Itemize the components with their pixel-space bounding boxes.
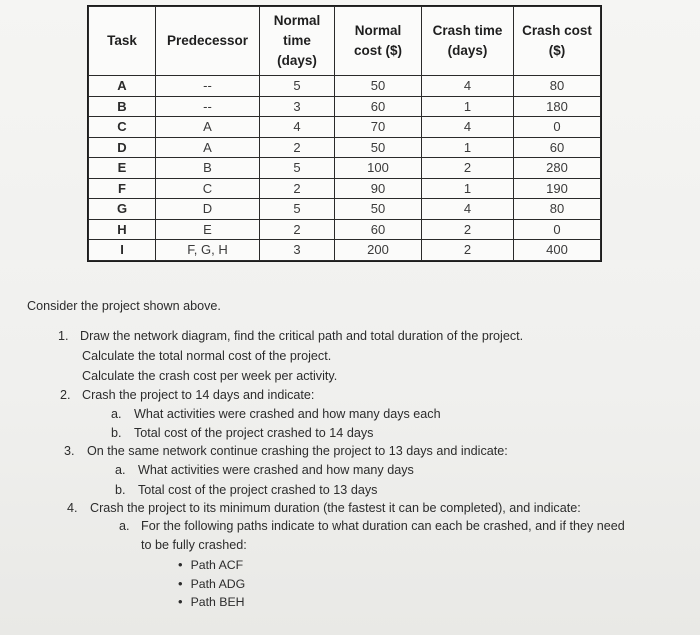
question-2a-text: What activities were crashed and how many days each bbox=[134, 407, 441, 421]
table-row bbox=[89, 178, 601, 199]
cell-normal-time: 3 bbox=[260, 240, 335, 261]
question-4-text: Crash the project to its minimum duration (the fastest it can be completed), and indicate: bbox=[90, 501, 581, 515]
cell-crash-cost: 80 bbox=[514, 199, 601, 220]
cell-task: H bbox=[89, 219, 156, 240]
cell-predecessor: -- bbox=[156, 96, 260, 117]
question-3a-text: What activities were crashed and how many days bbox=[138, 463, 414, 477]
question-4a-line-1: For the following paths indicate to what duration can each be crashed, and if they need bbox=[141, 519, 625, 533]
cell-normal-time: 4 bbox=[260, 117, 335, 138]
question-3-number: 3. bbox=[64, 444, 75, 458]
cell-normal-cost: 70 bbox=[335, 117, 422, 138]
list-item: • Path ADG bbox=[178, 576, 245, 591]
cell-normal-time: 5 bbox=[260, 76, 335, 97]
table-row bbox=[89, 96, 601, 117]
header-normal-time: Normal time (days) bbox=[260, 7, 335, 76]
question-3a-letter: a. bbox=[115, 463, 126, 477]
list-item: • Path ACF bbox=[178, 557, 243, 572]
cell-normal-cost: 90 bbox=[335, 178, 422, 199]
cell-normal-cost: 60 bbox=[335, 96, 422, 117]
cell-predecessor: D bbox=[156, 199, 260, 220]
table-row bbox=[89, 219, 601, 240]
cell-crash-cost: 60 bbox=[514, 137, 601, 158]
cell-task: I bbox=[89, 240, 156, 261]
question-4a-letter: a. bbox=[119, 519, 130, 533]
question-2-number: 2. bbox=[60, 388, 71, 402]
cell-crash-time: 2 bbox=[422, 219, 514, 240]
question-3-text: On the same network continue crashing the project to 13 days and indicate: bbox=[87, 444, 508, 458]
cell-predecessor: F, G, H bbox=[156, 240, 260, 261]
cell-crash-cost: 280 bbox=[514, 158, 601, 179]
cell-crash-cost: 190 bbox=[514, 178, 601, 199]
table-row bbox=[89, 76, 601, 97]
question-4a-line-2: to be fully crashed: bbox=[141, 538, 247, 552]
cell-normal-time: 2 bbox=[260, 219, 335, 240]
cell-crash-time: 1 bbox=[422, 178, 514, 199]
cell-normal-cost: 50 bbox=[335, 137, 422, 158]
cell-normal-time: 2 bbox=[260, 137, 335, 158]
table-row bbox=[89, 137, 601, 158]
table-row bbox=[89, 240, 601, 261]
question-1-line-2: Calculate the total normal cost of the project. bbox=[82, 349, 332, 363]
cell-normal-cost: 200 bbox=[335, 240, 422, 261]
question-2b-letter: b. bbox=[111, 426, 122, 440]
cell-task: E bbox=[89, 158, 156, 179]
cell-crash-time: 4 bbox=[422, 117, 514, 138]
project-table bbox=[88, 6, 601, 261]
cell-crash-time: 1 bbox=[422, 137, 514, 158]
cell-crash-time: 2 bbox=[422, 158, 514, 179]
cell-task: F bbox=[89, 178, 156, 199]
question-2b-text: Total cost of the project crashed to 14 days bbox=[134, 426, 374, 440]
cell-normal-time: 5 bbox=[260, 199, 335, 220]
cell-normal-time: 2 bbox=[260, 178, 335, 199]
cell-normal-cost: 50 bbox=[335, 76, 422, 97]
cell-task: A bbox=[89, 76, 156, 97]
cell-task: G bbox=[89, 199, 156, 220]
cell-normal-cost: 50 bbox=[335, 199, 422, 220]
header-crash-cost: Crash cost ($) bbox=[514, 7, 601, 76]
cell-predecessor: -- bbox=[156, 76, 260, 97]
cell-crash-time: 1 bbox=[422, 96, 514, 117]
table-row bbox=[89, 158, 601, 179]
cell-task: C bbox=[89, 117, 156, 138]
cell-crash-time: 4 bbox=[422, 199, 514, 220]
cell-normal-cost: 60 bbox=[335, 219, 422, 240]
header-crash-time: Crash time (days) bbox=[422, 7, 514, 76]
cell-normal-cost: 100 bbox=[335, 158, 422, 179]
cell-predecessor: E bbox=[156, 219, 260, 240]
list-item: • Path BEH bbox=[178, 594, 245, 609]
cell-crash-time: 2 bbox=[422, 240, 514, 261]
intro-text: Consider the project shown above. bbox=[27, 299, 221, 313]
cell-task: B bbox=[89, 96, 156, 117]
cell-crash-cost: 80 bbox=[514, 76, 601, 97]
cell-predecessor: B bbox=[156, 158, 260, 179]
cell-predecessor: C bbox=[156, 178, 260, 199]
cell-crash-cost: 400 bbox=[514, 240, 601, 261]
question-3b-text: Total cost of the project crashed to 13 days bbox=[138, 483, 378, 497]
cell-predecessor: A bbox=[156, 137, 260, 158]
table-row bbox=[89, 199, 601, 220]
question-3b-letter: b. bbox=[115, 483, 126, 497]
question-1-number: 1. bbox=[58, 329, 69, 343]
question-1-line-1: Draw the network diagram, find the critical path and total duration of the project. bbox=[80, 329, 524, 343]
cell-task: D bbox=[89, 137, 156, 158]
question-2a-letter: a. bbox=[111, 407, 122, 421]
cell-crash-cost: 0 bbox=[514, 117, 601, 138]
header-normal-cost: Normal cost ($) bbox=[335, 7, 422, 76]
cell-crash-cost: 180 bbox=[514, 96, 601, 117]
cell-crash-time: 4 bbox=[422, 76, 514, 97]
question-1-line-3: Calculate the crash cost per week per activity. bbox=[82, 369, 338, 383]
cell-normal-time: 3 bbox=[260, 96, 335, 117]
cell-crash-cost: 0 bbox=[514, 219, 601, 240]
header-task: Task bbox=[89, 7, 156, 76]
question-4-number: 4. bbox=[67, 501, 78, 515]
table-header-row bbox=[89, 7, 601, 76]
header-predecessor: Predecessor bbox=[156, 7, 260, 76]
cell-normal-time: 5 bbox=[260, 158, 335, 179]
cell-predecessor: A bbox=[156, 117, 260, 138]
table-row bbox=[89, 117, 601, 138]
question-2-text: Crash the project to 14 days and indicate: bbox=[82, 388, 315, 402]
